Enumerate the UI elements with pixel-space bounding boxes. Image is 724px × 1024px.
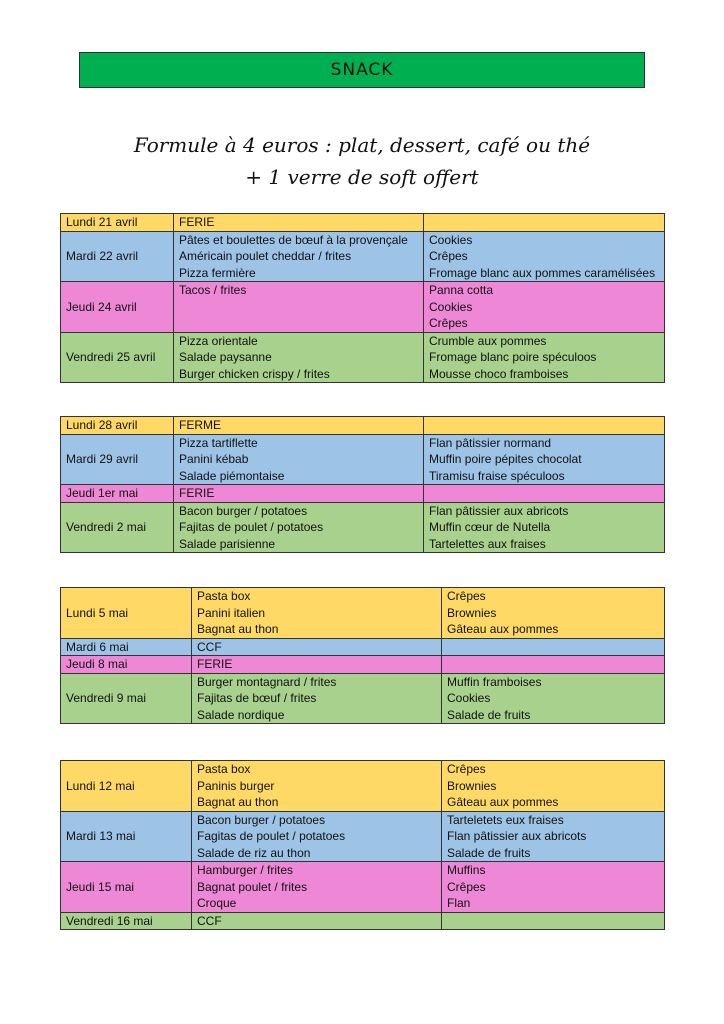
desserts-cell bbox=[424, 417, 665, 435]
dish-item: Bagnat au thon bbox=[197, 795, 279, 809]
dessert-item: Crêpes bbox=[447, 589, 486, 603]
dessert-item: Cookies bbox=[429, 299, 473, 314]
dessert-item: Mousse choco framboises bbox=[429, 366, 569, 381]
dessert-item: Muffin poire pépites chocolat bbox=[429, 452, 582, 466]
dish-item: Pizza orientale bbox=[179, 333, 258, 348]
day-cell: Mardi 29 avril bbox=[61, 434, 174, 485]
day-cell: Lundi 28 avril bbox=[61, 417, 174, 435]
dish-item: Salade paysanne bbox=[179, 350, 272, 364]
menu-row bbox=[61, 434, 665, 485]
dish-item: Bagnat au thon bbox=[197, 622, 279, 636]
dish-item: CCF bbox=[197, 913, 222, 928]
dish-item: FERIE bbox=[179, 215, 215, 229]
menu-row bbox=[61, 417, 665, 435]
menu-row bbox=[61, 231, 665, 282]
menu-row bbox=[61, 638, 665, 656]
menu-row bbox=[61, 214, 665, 232]
day-cell: Lundi 5 mai bbox=[61, 588, 192, 639]
dishes-cell bbox=[192, 862, 442, 913]
desserts-cell bbox=[424, 332, 665, 383]
dessert-item: Panna cotta bbox=[429, 283, 494, 297]
dish-item: Fajitas de bœuf / frites bbox=[197, 691, 317, 705]
dessert-item: Gâteau aux pommes bbox=[447, 622, 559, 636]
dish-item: Burger montagnard / frites bbox=[197, 674, 337, 689]
menu-row bbox=[61, 282, 665, 333]
day-cell: Jeudi 8 mai bbox=[61, 656, 192, 674]
dishes-cell bbox=[192, 673, 442, 724]
dessert-item: Tarteletets eux fraises bbox=[447, 812, 564, 827]
desserts-cell bbox=[442, 656, 665, 674]
dish-item: FERME bbox=[179, 418, 221, 432]
subtitle-line-2: + 1 verre de soft offert bbox=[245, 165, 479, 189]
dessert-item: Cookies bbox=[447, 691, 491, 705]
banner-title: SNACK bbox=[330, 60, 394, 80]
dessert-item: Crêpes bbox=[447, 879, 486, 894]
dessert-item: Muffins bbox=[447, 863, 486, 877]
desserts-cell bbox=[442, 811, 665, 862]
dish-item: Pizza fermière bbox=[179, 265, 256, 280]
dishes-cell bbox=[174, 502, 424, 553]
dishes-cell bbox=[192, 656, 442, 674]
dishes-cell bbox=[174, 214, 424, 232]
menu-row bbox=[61, 485, 665, 503]
menu-row bbox=[61, 761, 665, 812]
dessert-item: Salade de fruits bbox=[447, 707, 531, 722]
menu-row bbox=[61, 912, 665, 930]
dessert-item: Fromage blanc aux pommes caramélisées bbox=[429, 265, 656, 280]
menu-row bbox=[61, 673, 665, 724]
dishes-cell bbox=[192, 811, 442, 862]
dish-item: Salade nordique bbox=[197, 707, 285, 722]
dessert-item: Crêpes bbox=[429, 249, 468, 263]
subtitle-line-1: Formule à 4 euros : plat, dessert, café ou thé bbox=[133, 133, 591, 157]
dishes-cell bbox=[174, 485, 424, 503]
dessert-item: Flan pâtissier normand bbox=[429, 435, 552, 450]
dishes-cell bbox=[174, 434, 424, 485]
day-cell: Mardi 22 avril bbox=[61, 231, 174, 282]
dessert-item: Flan pâtissier aux abricots bbox=[429, 503, 569, 518]
menu-row bbox=[61, 862, 665, 913]
dish-item: Pasta box bbox=[197, 762, 251, 776]
dessert-item: Brownies bbox=[447, 605, 497, 620]
dessert-item: Muffin framboises bbox=[447, 674, 542, 689]
week-table-2 bbox=[60, 416, 665, 553]
menu-row bbox=[61, 502, 665, 553]
menu-row bbox=[61, 656, 665, 674]
dish-item: Américain poulet cheddar / frites bbox=[179, 249, 352, 263]
day-cell: Vendredi 9 mai bbox=[61, 673, 192, 724]
day-cell: Jeudi 24 avril bbox=[61, 282, 174, 333]
dishes-cell bbox=[192, 588, 442, 639]
week-table-3 bbox=[60, 587, 665, 724]
desserts-cell bbox=[442, 638, 665, 656]
dessert-item: Muffin cœur de Nutella bbox=[429, 520, 551, 534]
dish-item: Paninis burger bbox=[197, 778, 275, 793]
dish-item: CCF bbox=[197, 639, 222, 654]
dessert-item: Crêpes bbox=[447, 762, 486, 776]
dessert-item: Crumble aux pommes bbox=[429, 333, 547, 348]
dish-item: Bagnat poulet / frites bbox=[197, 879, 308, 894]
dish-item: Salade piémontaise bbox=[179, 468, 285, 483]
desserts-cell bbox=[442, 862, 665, 913]
day-cell: Vendredi 2 mai bbox=[61, 502, 174, 553]
dish-item: Fajitas de poulet / potatoes bbox=[179, 520, 324, 534]
dessert-item: Flan bbox=[447, 896, 471, 910]
dish-item: Pasta box bbox=[197, 589, 251, 603]
desserts-cell bbox=[424, 502, 665, 553]
menu-row bbox=[61, 811, 665, 862]
dish-item: Panini italien bbox=[197, 605, 266, 620]
dessert-item: Flan pâtissier aux abricots bbox=[447, 829, 587, 843]
dish-item: FERIE bbox=[197, 657, 233, 671]
day-cell: Lundi 12 mai bbox=[61, 761, 192, 812]
dish-item: Salade de riz au thon bbox=[197, 845, 311, 860]
dish-item: FERIE bbox=[179, 486, 215, 500]
dish-item: Tacos / frites bbox=[179, 283, 247, 297]
dessert-item: Brownies bbox=[447, 778, 497, 793]
day-cell: Mardi 6 mai bbox=[61, 638, 192, 656]
dish-item: Pizza tartiflette bbox=[179, 435, 258, 450]
dish-item: Salade parisienne bbox=[179, 536, 276, 551]
dishes-cell bbox=[174, 282, 424, 333]
desserts-cell bbox=[424, 231, 665, 282]
day-cell: Vendredi 25 avril bbox=[61, 332, 174, 383]
desserts-cell bbox=[424, 434, 665, 485]
desserts-cell bbox=[424, 282, 665, 333]
dish-item: Panini kébab bbox=[179, 452, 249, 466]
dish-item: Fagitas de poulet / potatoes bbox=[197, 829, 346, 843]
day-cell: Jeudi 1er mai bbox=[61, 485, 174, 503]
day-cell: Mardi 13 mai bbox=[61, 811, 192, 862]
dessert-item: Salade de fruits bbox=[447, 845, 531, 860]
snack-banner bbox=[79, 52, 645, 88]
day-cell: Lundi 21 avril bbox=[61, 214, 174, 232]
desserts-cell bbox=[442, 673, 665, 724]
desserts-cell bbox=[424, 214, 665, 232]
dishes-cell bbox=[174, 417, 424, 435]
week-table-1 bbox=[60, 213, 665, 383]
dishes-cell bbox=[174, 332, 424, 383]
menu-row bbox=[61, 588, 665, 639]
dishes-cell bbox=[192, 761, 442, 812]
dishes-cell bbox=[192, 638, 442, 656]
desserts-cell bbox=[442, 761, 665, 812]
dish-item: Hamburger / frites bbox=[197, 863, 294, 877]
dishes-cell bbox=[192, 912, 442, 930]
week-table-4 bbox=[60, 760, 665, 930]
dish-item: Bacon burger / potatoes bbox=[197, 812, 326, 827]
desserts-cell bbox=[442, 912, 665, 930]
dessert-item: Gâteau aux pommes bbox=[447, 795, 559, 809]
dessert-item: Tartelettes aux fraises bbox=[429, 536, 546, 551]
dessert-item: Tiramisu fraise spéculoos bbox=[429, 468, 565, 483]
menu-row bbox=[61, 332, 665, 383]
dessert-item: Cookies bbox=[429, 232, 473, 247]
dessert-item: Crêpes bbox=[429, 316, 468, 330]
desserts-cell bbox=[442, 588, 665, 639]
day-cell: Vendredi 16 mai bbox=[61, 912, 192, 930]
dishes-cell bbox=[174, 231, 424, 282]
dish-item: Bacon burger / potatoes bbox=[179, 503, 308, 518]
desserts-cell bbox=[424, 485, 665, 503]
dish-item: Croque bbox=[197, 896, 237, 910]
dish-item: Pâtes et boulettes de bœuf à la provençale bbox=[179, 232, 408, 247]
dessert-item: Fromage blanc poire spéculoos bbox=[429, 350, 597, 364]
dish-item: Burger chicken crispy / frites bbox=[179, 366, 330, 381]
day-cell: Jeudi 15 mai bbox=[61, 862, 192, 913]
